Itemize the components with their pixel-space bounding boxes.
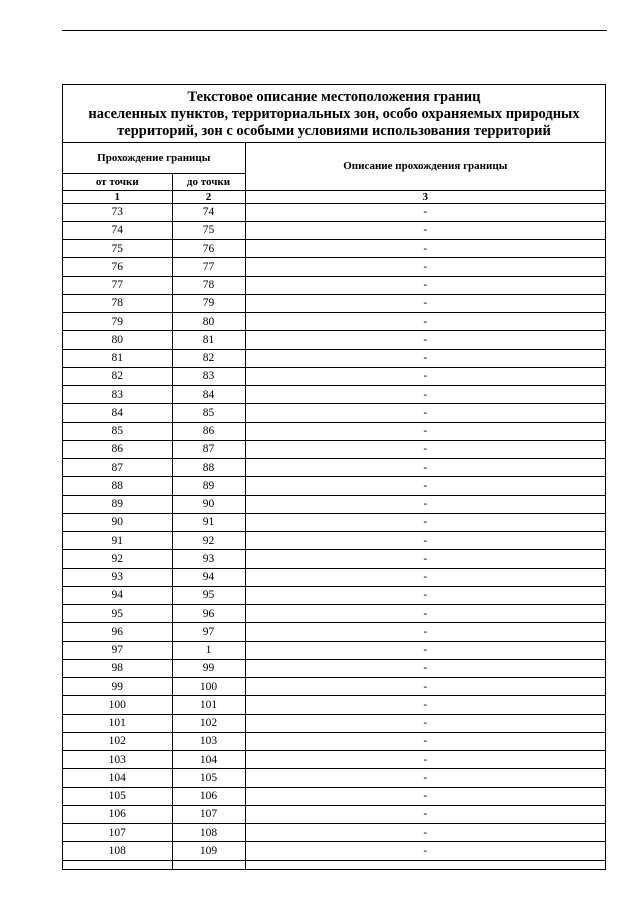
cell-from-point: 96 [63, 623, 172, 641]
cell-from-point: 83 [63, 386, 172, 404]
cell-from-point: 89 [63, 495, 172, 513]
table-row [63, 787, 605, 805]
cell-from-point: 74 [63, 221, 172, 239]
cell-description: - [245, 349, 605, 367]
table-row [63, 678, 605, 696]
cell-description: - [245, 824, 605, 842]
cell-description: - [245, 532, 605, 550]
cell-to-point: 109 [172, 842, 245, 860]
header-boundary-passage: Прохождение границы [63, 143, 245, 173]
header-to-point: до точки [172, 173, 245, 190]
table-row [63, 422, 605, 440]
cell-from-point: 84 [63, 404, 172, 422]
cell-description: - [245, 495, 605, 513]
cell-to-point: 108 [172, 824, 245, 842]
cell-description: - [245, 422, 605, 440]
cell-to-point: 83 [172, 367, 245, 385]
table-row [63, 714, 605, 732]
cell-description: - [245, 678, 605, 696]
cell-description: - [245, 769, 605, 787]
cell-to-point: 84 [172, 386, 245, 404]
cell-description: - [245, 513, 605, 531]
table-row [63, 532, 605, 550]
table-row [63, 751, 605, 769]
cell-to-point: 77 [172, 258, 245, 276]
cell-from-point: 93 [63, 568, 172, 586]
table-row [63, 240, 605, 258]
cell-to-point: 78 [172, 276, 245, 294]
cell-to-point: 102 [172, 714, 245, 732]
cell-to-point: 74 [172, 203, 245, 221]
cell-to-point: 93 [172, 550, 245, 568]
cell-from-point: 90 [63, 513, 172, 531]
cell-from-point: 78 [63, 294, 172, 312]
cell-description: - [245, 459, 605, 477]
table-row [63, 495, 605, 513]
cell-description: - [245, 477, 605, 495]
table-row [63, 331, 605, 349]
column-number-1: 1 [63, 190, 172, 203]
cell-description: - [245, 586, 605, 604]
cell-from-point: 101 [63, 714, 172, 732]
cell-from-point: 75 [63, 240, 172, 258]
cell-description: - [245, 714, 605, 732]
table-row [63, 732, 605, 750]
cell-to-point: 75 [172, 221, 245, 239]
cell-to-point: 76 [172, 240, 245, 258]
table-row [63, 276, 605, 294]
table-row [63, 605, 605, 623]
title-line-3: территорий, зон с особыми условиями использования территорий [117, 123, 551, 139]
empty-cell [172, 860, 245, 869]
title-line-2: населенных пунктов, территориальных зон, особо охраняемых природных [88, 106, 580, 122]
cell-description: - [245, 404, 605, 422]
cell-to-point: 104 [172, 751, 245, 769]
table-row [63, 842, 605, 860]
table-row [63, 386, 605, 404]
cell-from-point: 99 [63, 678, 172, 696]
cell-description: - [245, 751, 605, 769]
cell-to-point: 82 [172, 349, 245, 367]
cell-to-point: 99 [172, 659, 245, 677]
cell-description: - [245, 294, 605, 312]
cell-to-point: 81 [172, 331, 245, 349]
cell-from-point: 86 [63, 440, 172, 458]
cell-from-point: 79 [63, 313, 172, 331]
cell-description: - [245, 367, 605, 385]
cell-to-point: 96 [172, 605, 245, 623]
cell-from-point: 105 [63, 787, 172, 805]
cell-description: - [245, 240, 605, 258]
cell-to-point: 94 [172, 568, 245, 586]
header-description: Описание прохождения границы [245, 143, 605, 190]
table-row [63, 349, 605, 367]
cell-description: - [245, 568, 605, 586]
cell-to-point: 87 [172, 440, 245, 458]
cell-from-point: 77 [63, 276, 172, 294]
table-row [63, 641, 605, 659]
cell-from-point: 97 [63, 641, 172, 659]
cell-from-point: 94 [63, 586, 172, 604]
cell-description: - [245, 732, 605, 750]
table-row [63, 477, 605, 495]
cell-from-point: 87 [63, 459, 172, 477]
table-row [63, 805, 605, 823]
cell-to-point: 79 [172, 294, 245, 312]
table-row [63, 623, 605, 641]
cell-description: - [245, 203, 605, 221]
table-row [63, 313, 605, 331]
cell-description: - [245, 696, 605, 714]
boundary-table [63, 143, 605, 870]
cell-to-point: 95 [172, 586, 245, 604]
column-number-2: 2 [172, 190, 245, 203]
cell-from-point: 91 [63, 532, 172, 550]
cell-from-point: 88 [63, 477, 172, 495]
cell-from-point: 104 [63, 769, 172, 787]
header-from-point: от точки [63, 173, 172, 190]
cell-description: - [245, 550, 605, 568]
cell-from-point: 76 [63, 258, 172, 276]
table-row [63, 550, 605, 568]
cell-from-point: 80 [63, 331, 172, 349]
table-row [63, 203, 605, 221]
cell-description: - [245, 276, 605, 294]
table-row [63, 513, 605, 531]
table-row [63, 696, 605, 714]
cell-to-point: 86 [172, 422, 245, 440]
cell-description: - [245, 386, 605, 404]
cell-to-point: 89 [172, 477, 245, 495]
cell-from-point: 106 [63, 805, 172, 823]
table-row [63, 221, 605, 239]
cell-description: - [245, 440, 605, 458]
cell-description: - [245, 331, 605, 349]
cell-from-point: 92 [63, 550, 172, 568]
cell-to-point: 103 [172, 732, 245, 750]
column-number-3: 3 [245, 190, 605, 203]
cell-from-point: 73 [63, 203, 172, 221]
cell-from-point: 108 [63, 842, 172, 860]
table-row [63, 824, 605, 842]
cell-from-point: 98 [63, 659, 172, 677]
cell-to-point: 85 [172, 404, 245, 422]
cell-to-point: 107 [172, 805, 245, 823]
cell-from-point: 95 [63, 605, 172, 623]
cell-description: - [245, 659, 605, 677]
table-row [63, 586, 605, 604]
boundary-description-table-frame [62, 84, 606, 870]
cell-to-point: 106 [172, 787, 245, 805]
cell-description: - [245, 842, 605, 860]
table-row [63, 404, 605, 422]
document-title [63, 85, 605, 143]
page-top-rule [62, 30, 607, 31]
table-row [63, 440, 605, 458]
cell-from-point: 102 [63, 732, 172, 750]
cell-from-point: 103 [63, 751, 172, 769]
table-row [63, 258, 605, 276]
cell-to-point: 100 [172, 678, 245, 696]
cell-to-point: 105 [172, 769, 245, 787]
cell-description: - [245, 787, 605, 805]
cell-from-point: 107 [63, 824, 172, 842]
empty-cell [245, 860, 605, 869]
cell-description: - [245, 258, 605, 276]
table-row [63, 568, 605, 586]
cell-to-point: 97 [172, 623, 245, 641]
empty-cell [63, 860, 172, 869]
cell-to-point: 91 [172, 513, 245, 531]
cell-from-point: 82 [63, 367, 172, 385]
table-body [63, 203, 605, 869]
cell-to-point: 88 [172, 459, 245, 477]
cell-description: - [245, 623, 605, 641]
cell-description: - [245, 605, 605, 623]
title-line-1: Текстовое описание местоположения границ [187, 89, 481, 105]
cell-from-point: 100 [63, 696, 172, 714]
cell-to-point: 80 [172, 313, 245, 331]
table-row [63, 769, 605, 787]
cell-to-point: 1 [172, 641, 245, 659]
cell-description: - [245, 805, 605, 823]
table-row [63, 367, 605, 385]
table-row [63, 459, 605, 477]
table-row-empty [63, 860, 605, 869]
cell-to-point: 92 [172, 532, 245, 550]
table-row [63, 294, 605, 312]
cell-description: - [245, 641, 605, 659]
cell-description: - [245, 221, 605, 239]
cell-from-point: 85 [63, 422, 172, 440]
cell-from-point: 81 [63, 349, 172, 367]
cell-description: - [245, 313, 605, 331]
cell-to-point: 101 [172, 696, 245, 714]
cell-to-point: 90 [172, 495, 245, 513]
table-row [63, 659, 605, 677]
